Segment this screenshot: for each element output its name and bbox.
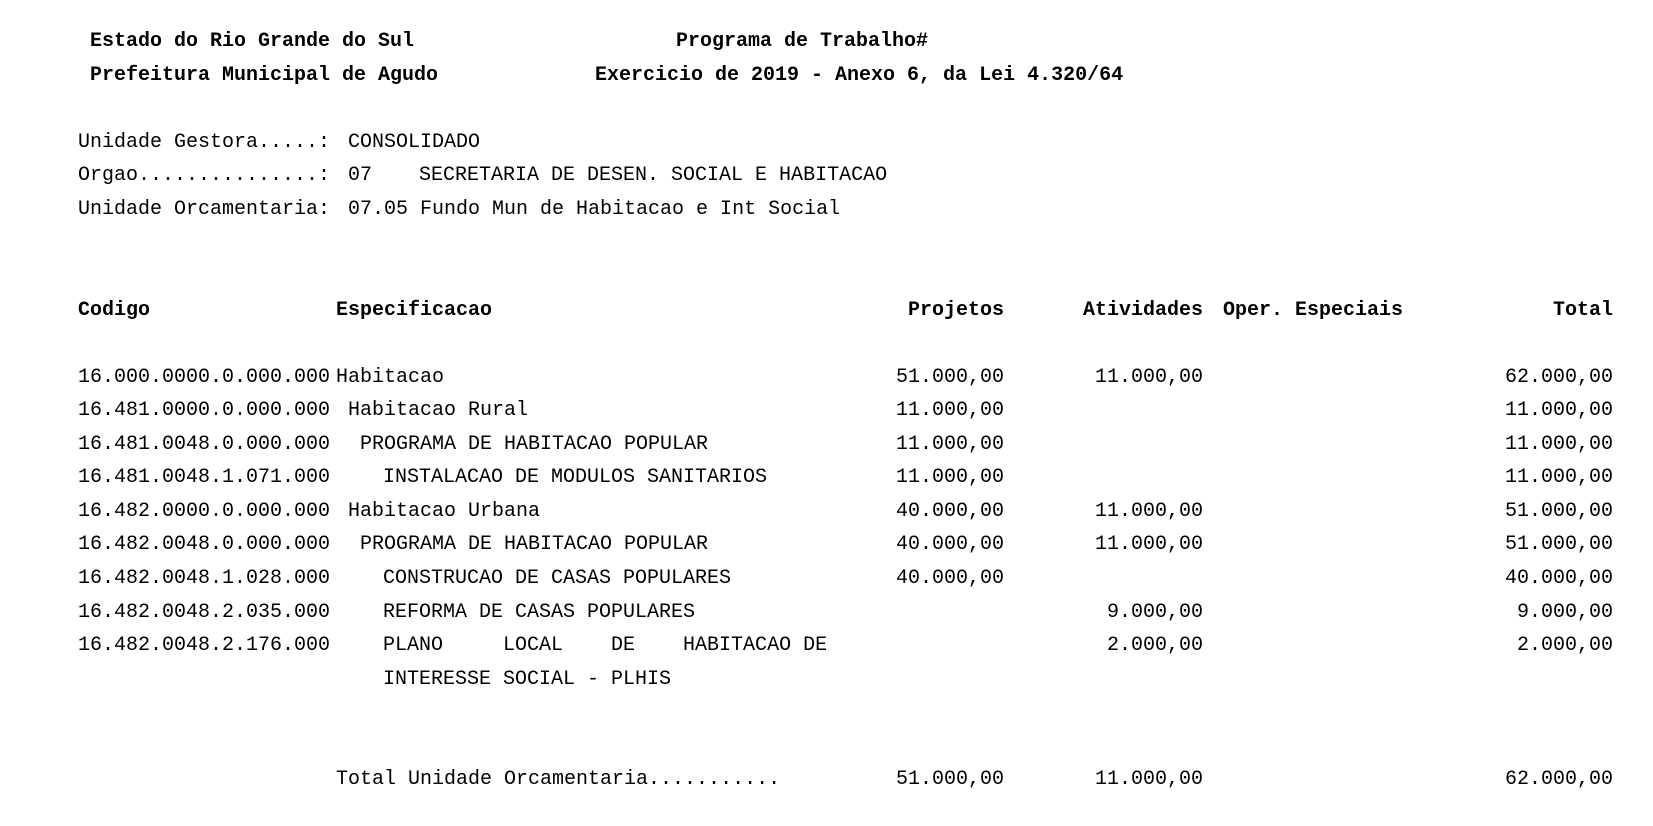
row-spec: Habitacao Urbana <box>348 500 541 523</box>
row-total: 11.000,00 <box>1504 433 1613 456</box>
row-projetos: 40.000,00 <box>895 567 1004 590</box>
row-total: 9.000,00 <box>1516 601 1613 624</box>
exercise-title: Exercicio de 2019 - Anexo 6, da Lei 4.320/64 <box>595 64 1124 87</box>
row-code: 16.482.0000.0.000.000 <box>78 500 331 523</box>
ug-label: Unidade Gestora.....: <box>78 131 331 154</box>
row-atividades: 11.000,00 <box>1094 533 1203 556</box>
col-total: Total <box>1552 299 1613 322</box>
row-spec: PROGRAMA DE HABITACAO POPULAR <box>360 533 709 556</box>
orgao-label: Orgao...............: <box>78 164 331 187</box>
row-projetos: 11.000,00 <box>895 466 1004 489</box>
row-code: 16.482.0048.2.176.000 <box>78 634 331 657</box>
row-spec: PROGRAMA DE HABITACAO POPULAR <box>360 433 709 456</box>
col-oper-especiais: Oper. Especiais <box>1222 299 1403 322</box>
row-spec: INSTALACAO DE MODULOS SANITARIOS <box>383 466 768 489</box>
program-title: Programa de Trabalho# <box>676 30 929 53</box>
row-spec: PLANO LOCAL DE HABITACAO DE <box>383 634 828 657</box>
row-code: 16.482.0048.1.028.000 <box>78 567 331 590</box>
row-code: 16.482.0048.2.035.000 <box>78 601 331 624</box>
row-total: 11.000,00 <box>1504 399 1613 422</box>
orgao-name: SECRETARIA DE DESEN. SOCIAL E HABITACAO <box>419 164 888 187</box>
row-atividades: 11.000,00 <box>1094 500 1203 523</box>
total-projetos: 51.000,00 <box>895 768 1004 791</box>
row-spec: Habitacao Rural <box>348 399 529 422</box>
row-atividades: 11.000,00 <box>1094 366 1203 389</box>
row-projetos: 40.000,00 <box>895 500 1004 523</box>
row-total: 40.000,00 <box>1504 567 1613 590</box>
row-spec: Habitacao <box>336 366 445 389</box>
row-code: 16.481.0048.1.071.000 <box>78 466 331 489</box>
row-projetos: 11.000,00 <box>895 433 1004 456</box>
row-code: 16.000.0000.0.000.000 <box>78 366 331 389</box>
ug-value: CONSOLIDADO <box>348 131 481 154</box>
row-projetos: 11.000,00 <box>895 399 1004 422</box>
row-atividades: 2.000,00 <box>1106 634 1203 657</box>
row-projetos: 40.000,00 <box>895 533 1004 556</box>
state-title: Estado do Rio Grande do Sul <box>90 30 415 53</box>
col-projetos: Projetos <box>907 299 1004 322</box>
row-total: 51.000,00 <box>1504 500 1613 523</box>
row-spec: CONSTRUCAO DE CASAS POPULARES <box>383 567 732 590</box>
row-code: 16.482.0048.0.000.000 <box>78 533 331 556</box>
uo-label: Unidade Orcamentaria: <box>78 198 331 221</box>
row-total: 11.000,00 <box>1504 466 1613 489</box>
row-atividades: 9.000,00 <box>1106 601 1203 624</box>
orgao-code: 07 <box>348 164 373 187</box>
total-total: 62.000,00 <box>1504 768 1613 791</box>
row-spec: REFORMA DE CASAS POPULARES <box>383 601 696 624</box>
prefecture-title: Prefeitura Municipal de Agudo <box>90 64 439 87</box>
total-label: Total Unidade Orcamentaria........... <box>336 768 781 791</box>
row-total: 2.000,00 <box>1516 634 1613 657</box>
uo-value: 07.05 Fundo Mun de Habitacao e Int Social <box>348 198 841 221</box>
row-spec-continuation: INTERESSE SOCIAL - PLHIS <box>383 668 672 691</box>
row-projetos: 51.000,00 <box>895 366 1004 389</box>
row-code: 16.481.0048.0.000.000 <box>78 433 331 456</box>
row-total: 62.000,00 <box>1504 366 1613 389</box>
col-atividades: Atividades <box>1082 299 1203 322</box>
total-atividades: 11.000,00 <box>1094 768 1203 791</box>
row-total: 51.000,00 <box>1504 533 1613 556</box>
col-especificacao: Especificacao <box>336 299 493 322</box>
col-codigo: Codigo <box>78 299 151 322</box>
row-code: 16.481.0000.0.000.000 <box>78 399 331 422</box>
